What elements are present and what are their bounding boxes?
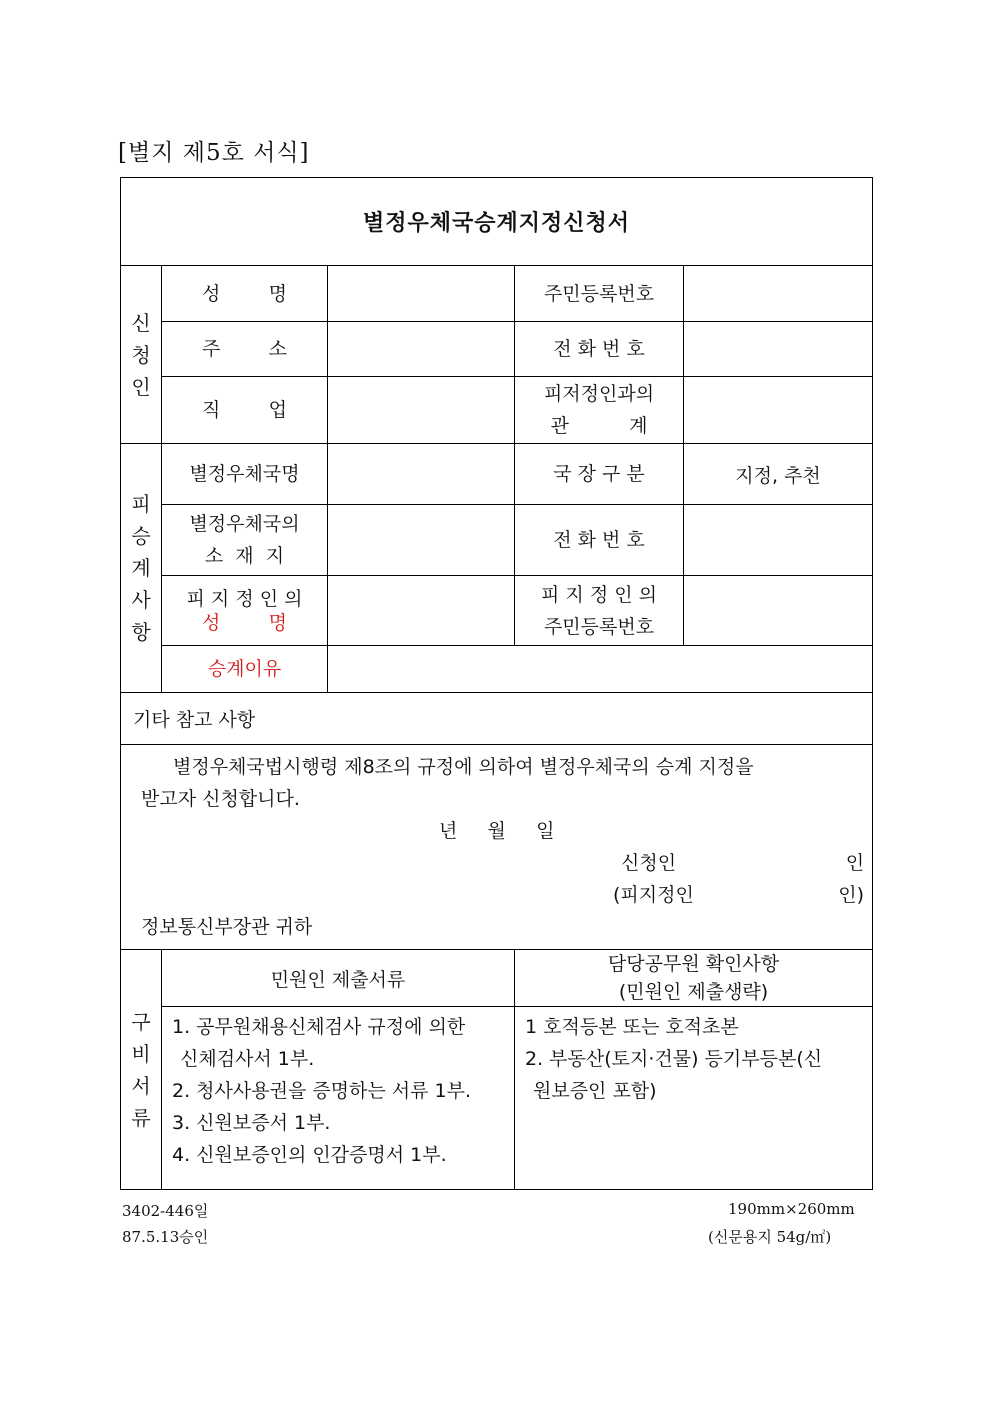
list-item: 3. 신원보증서 1부. bbox=[172, 1112, 331, 1134]
documents-section-label: 구 비 서 류 bbox=[121, 950, 162, 1190]
form-label: [별지 제5호 서식] bbox=[118, 140, 310, 166]
reason-field[interactable] bbox=[328, 646, 873, 693]
list-item: 원보증인 포함) bbox=[533, 1080, 657, 1102]
name-label: 성 명 bbox=[162, 266, 328, 322]
confirm-docs-header: 담당공무원 확인사항 (민원인 제출생략) bbox=[515, 950, 873, 1007]
phone-label: 전 화 번 호 bbox=[515, 322, 684, 377]
id-number-field[interactable] bbox=[684, 266, 873, 322]
applicant-seal[interactable]: 인 bbox=[845, 852, 865, 874]
list-item: 2. 부동산(토지·건물) 등기부등본(신 bbox=[525, 1048, 823, 1070]
relation-field[interactable] bbox=[684, 377, 873, 444]
confirm-docs-list bbox=[515, 1007, 873, 1190]
office-name-label: 별정우체국명 bbox=[162, 444, 328, 505]
list-item: 4. 신원보증인의 인감증명서 1부. bbox=[172, 1144, 447, 1166]
designee-name-label: 피 지 정 인 의 성 명 bbox=[162, 576, 328, 646]
date-line[interactable]: 년 월 일 bbox=[439, 820, 555, 842]
id-number-label: 주민등록번호 bbox=[515, 266, 684, 322]
relation-label: 피저정인과의 관 계 bbox=[515, 377, 684, 444]
applicant-section-label: 신 청 인 bbox=[121, 266, 162, 444]
grade-label: 국 장 구 분 bbox=[515, 444, 684, 505]
name-field[interactable] bbox=[328, 266, 515, 322]
phone-field[interactable] bbox=[684, 322, 873, 377]
designee-id-label: 피 지 정 인 의 주민등록번호 bbox=[515, 576, 684, 646]
application-form bbox=[120, 177, 873, 1190]
reason-label: 승계이유 bbox=[162, 646, 328, 693]
form-code: 3402-446일 bbox=[122, 1202, 209, 1220]
location-field[interactable] bbox=[328, 505, 515, 576]
office-phone-label: 전 화 번 호 bbox=[515, 505, 684, 576]
applicant-sign-label: 신청인 bbox=[621, 852, 677, 874]
recipient: 정보통신부장관 귀하 bbox=[141, 916, 313, 938]
form-title: 별정우체국승계지정신청서 bbox=[121, 178, 873, 266]
approval-date: 87.5.13승인 bbox=[122, 1228, 209, 1246]
designee-name-field[interactable] bbox=[328, 576, 515, 646]
list-item: 신체검사서 1부. bbox=[180, 1048, 315, 1070]
designee-sign-label: (피지정인 bbox=[613, 884, 694, 906]
list-item: 2. 청사사용권을 증명하는 서류 1부. bbox=[172, 1080, 472, 1102]
statement-block bbox=[121, 745, 873, 950]
designee-id-field[interactable] bbox=[684, 576, 873, 646]
succession-section-label: 피 승 계 사 항 bbox=[121, 444, 162, 693]
designee-seal[interactable]: 인) bbox=[838, 884, 865, 906]
statement-line-1: 별정우체국법시행령 제8조의 규정에 의하여 별정우체국의 승계 지정을 bbox=[173, 756, 754, 778]
statement-line-2: 받고자 신청합니다. bbox=[141, 788, 300, 810]
address-field[interactable] bbox=[328, 322, 515, 377]
grade-value[interactable]: 지정, 추천 bbox=[684, 444, 873, 505]
job-field[interactable] bbox=[328, 377, 515, 444]
submit-docs-list bbox=[162, 1007, 515, 1190]
office-name-field[interactable] bbox=[328, 444, 515, 505]
location-label: 별정우체국의 소 재 지 bbox=[162, 505, 328, 576]
submit-docs-header: 민원인 제출서류 bbox=[162, 950, 515, 1007]
list-item: 1 호적등본 또는 호적초본 bbox=[525, 1016, 739, 1038]
office-phone-field[interactable] bbox=[684, 505, 873, 576]
other-notes[interactable]: 기타 참고 사항 bbox=[121, 693, 873, 745]
list-item: 1. 공무원채용신체검사 규정에 의한 bbox=[172, 1016, 466, 1038]
paper-type: (신문용지 54g/㎡) bbox=[708, 1228, 832, 1246]
address-label: 주 소 bbox=[162, 322, 328, 377]
paper-size: 190mm×260mm bbox=[728, 1200, 855, 1218]
job-label: 직 업 bbox=[162, 377, 328, 444]
